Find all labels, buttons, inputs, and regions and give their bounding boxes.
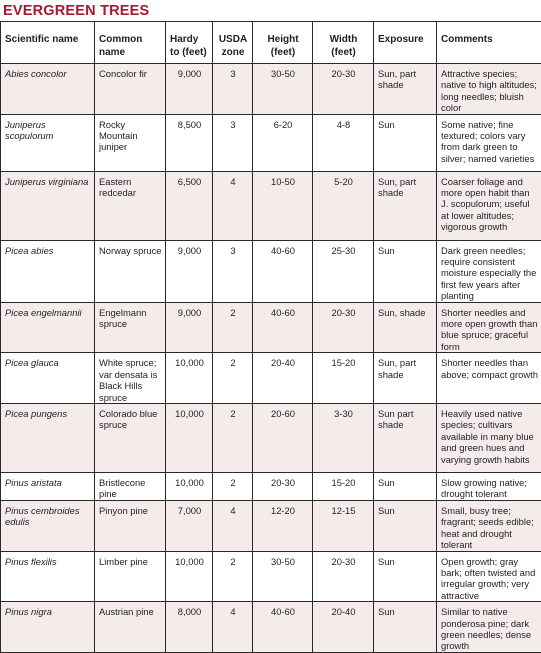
cell-scientific-name: Abies concolor — [1, 64, 95, 115]
cell-exposure: Sun, part shade — [374, 353, 437, 404]
cell-scientific-name: Pinus flexilis — [1, 551, 95, 602]
cell-exposure: Sun, part shade — [374, 64, 437, 115]
cell-comments: Attractive species; native to high altitudes; long needles; bluish color — [437, 64, 541, 115]
cell-usda-zone: 2 — [213, 353, 253, 404]
cell-width: 15-20 — [313, 472, 374, 500]
cell-hardy-to: 10,000 — [166, 472, 213, 500]
cell-comments: Open growth; gray bark; often twisted and irregular growth; very attractive — [437, 551, 541, 602]
cell-height: 40-60 — [253, 302, 313, 353]
cell-height: 20-30 — [253, 472, 313, 500]
cell-usda-zone: 2 — [213, 472, 253, 500]
header-row — [1, 22, 541, 64]
header-width: Width (feet) — [313, 22, 374, 64]
cell-hardy-to: 10,000 — [166, 403, 213, 472]
cell-common-name: Bristlecone pine — [95, 472, 166, 500]
cell-common-name: Limber pine — [95, 551, 166, 602]
cell-width: 20-30 — [313, 551, 374, 602]
table-row — [1, 171, 541, 240]
cell-height: 20-60 — [253, 403, 313, 472]
header-height: Height (feet) — [253, 22, 313, 64]
table-row — [1, 472, 541, 500]
cell-scientific-name: Pinus nigra — [1, 602, 95, 653]
table-row — [1, 353, 541, 404]
cell-common-name: Rocky Mountain juniper — [95, 114, 166, 171]
table-row — [1, 64, 541, 115]
cell-exposure: Sun — [374, 551, 437, 602]
cell-width: 5-20 — [313, 171, 374, 240]
cell-comments: Coarser foliage and more open habit than J. scopulorum; useful at lower altitudes; vigorous growth — [437, 171, 541, 240]
cell-width: 25-30 — [313, 240, 374, 302]
table-row — [1, 302, 541, 353]
cell-width: 12-15 — [313, 500, 374, 551]
cell-height: 40-60 — [253, 602, 313, 653]
cell-common-name: Concolor fir — [95, 64, 166, 115]
table-row — [1, 240, 541, 302]
cell-height: 10-50 — [253, 171, 313, 240]
cell-comments: Some native; fine textured; colors vary from dark green to silver; named varieties — [437, 114, 541, 171]
cell-height: 30-50 — [253, 64, 313, 115]
cell-common-name: Eastern redcedar — [95, 171, 166, 240]
header-scientific-name: Scientific name — [1, 22, 95, 64]
cell-usda-zone: 3 — [213, 114, 253, 171]
cell-comments: Small, busy tree; fragrant; seeds edible; heat and drought tolerant — [437, 500, 541, 551]
cell-height: 40-60 — [253, 240, 313, 302]
cell-height: 12-20 — [253, 500, 313, 551]
cell-comments: Heavily used native species; cultivars available in many blue and green hues and varying growth habits — [437, 403, 541, 472]
table-row — [1, 551, 541, 602]
cell-exposure: Sun — [374, 240, 437, 302]
cell-common-name: Colorado blue spruce — [95, 403, 166, 472]
cell-comments: Shorter needles than above; compact growth — [437, 353, 541, 404]
cell-hardy-to: 7,000 — [166, 500, 213, 551]
cell-usda-zone: 2 — [213, 302, 253, 353]
cell-hardy-to: 9,000 — [166, 240, 213, 302]
cell-height: 6-20 — [253, 114, 313, 171]
header-usda-zone: USDA zone — [213, 22, 253, 64]
cell-hardy-to: 10,000 — [166, 353, 213, 404]
cell-comments: Slow growing native; drought tolerant — [437, 472, 541, 500]
cell-usda-zone: 2 — [213, 551, 253, 602]
cell-scientific-name: Juniperus virginiana — [1, 171, 95, 240]
cell-width: 15-20 — [313, 353, 374, 404]
cell-scientific-name: Picea engelmannii — [1, 302, 95, 353]
cell-common-name: Austrian pine — [95, 602, 166, 653]
cell-common-name: Engelmann spruce — [95, 302, 166, 353]
table-row — [1, 403, 541, 472]
cell-usda-zone: 4 — [213, 500, 253, 551]
cell-usda-zone: 3 — [213, 240, 253, 302]
cell-common-name: Norway spruce — [95, 240, 166, 302]
cell-scientific-name: Pinus cembroides edulis — [1, 500, 95, 551]
cell-width: 20-30 — [313, 302, 374, 353]
table-row — [1, 114, 541, 171]
header-exposure: Exposure — [374, 22, 437, 64]
cell-usda-zone: 4 — [213, 602, 253, 653]
cell-exposure: Sun part shade — [374, 403, 437, 472]
cell-exposure: Sun, shade — [374, 302, 437, 353]
cell-width: 20-40 — [313, 602, 374, 653]
cell-common-name: Pinyon pine — [95, 500, 166, 551]
header-comments: Comments — [437, 22, 541, 64]
cell-width: 3-30 — [313, 403, 374, 472]
cell-usda-zone: 2 — [213, 403, 253, 472]
cell-hardy-to: 6,500 — [166, 171, 213, 240]
cell-hardy-to: 8,500 — [166, 114, 213, 171]
cell-scientific-name: Pinus aristata — [1, 472, 95, 500]
cell-exposure: Sun — [374, 472, 437, 500]
cell-height: 30-50 — [253, 551, 313, 602]
header-common-name: Common name — [95, 22, 166, 64]
table-row — [1, 500, 541, 551]
cell-height: 20-40 — [253, 353, 313, 404]
cell-usda-zone: 3 — [213, 64, 253, 115]
cell-scientific-name: Picea pungens — [1, 403, 95, 472]
cell-exposure: Sun — [374, 500, 437, 551]
cell-hardy-to: 9,000 — [166, 64, 213, 115]
cell-usda-zone: 4 — [213, 171, 253, 240]
cell-comments: Shorter needles and more open growth than blue spruce; graceful form — [437, 302, 541, 353]
cell-common-name: White spruce; var densata is Black Hills spruce — [95, 353, 166, 404]
cell-hardy-to: 9,000 — [166, 302, 213, 353]
header-hardy-to: Hardy to (feet) — [166, 22, 213, 64]
cell-hardy-to: 10,000 — [166, 551, 213, 602]
cell-scientific-name: Picea glauca — [1, 353, 95, 404]
cell-scientific-name: Juniperus scopulorum — [1, 114, 95, 171]
cell-exposure: Sun — [374, 602, 437, 653]
table-row — [1, 602, 541, 653]
cell-exposure: Sun, part shade — [374, 171, 437, 240]
evergreen-trees-table — [0, 21, 541, 653]
cell-width: 4-8 — [313, 114, 374, 171]
cell-hardy-to: 8,000 — [166, 602, 213, 653]
cell-width: 20-30 — [313, 64, 374, 115]
cell-exposure: Sun — [374, 114, 437, 171]
cell-comments: Similar to native ponderosa pine; dark green needles; dense growth — [437, 602, 541, 653]
cell-scientific-name: Picea abies — [1, 240, 95, 302]
cell-comments: Dark green needles; require consistent moisture especially the first few years after planting — [437, 240, 541, 302]
page-title: EVERGREEN TREES — [3, 2, 149, 20]
